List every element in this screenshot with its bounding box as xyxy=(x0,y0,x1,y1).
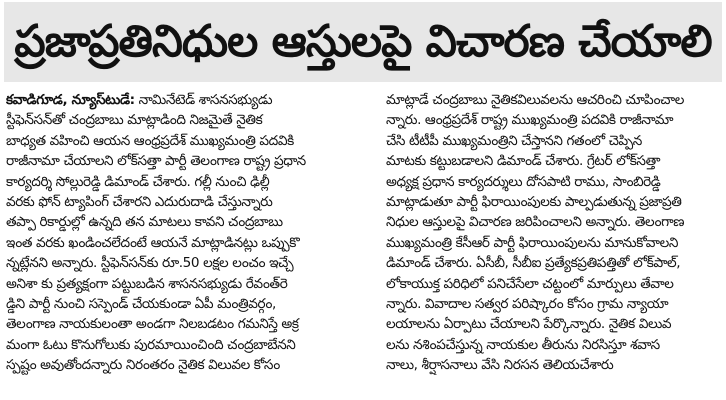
text-line xyxy=(6,212,362,232)
line-text: డిమాండ్ చేశారు. ఏసీబీ, సీబీఐ ప్రత్యేకప్రతిపత్తితో లోక్‌పాల్, xyxy=(386,255,681,272)
line-text: తప్పా రికార్డుల్లో ఉన్నది తన మాటలు కావని చంద్రబాబు xyxy=(6,214,283,231)
line-text: న్నారు. వివాదాల సత్వర పరిష్కారం కోసం గ్రామ న్యాయా xyxy=(386,295,669,312)
text-line xyxy=(6,131,362,151)
text-line xyxy=(386,90,722,110)
text-line xyxy=(386,314,722,334)
line-text: మాటకు కట్టుబడాలని డిమాండ్ చేశారు. గ్రేటర్ లోక్‌సత్తా xyxy=(386,153,661,170)
text-line xyxy=(386,131,722,151)
headline-banner xyxy=(4,2,722,82)
article-body xyxy=(6,90,722,396)
text-line xyxy=(6,274,362,294)
line-text: డ్డిని పార్టీ నుంచి సస్పెండ్ చేయకుండా ఏపీ మంత్రివర్గం, xyxy=(6,295,276,312)
text-line xyxy=(386,151,722,171)
line-text: లోకాయుక్త పరిధిలో పనిచేసేలా చట్టంలో మార్పులు తేవాల xyxy=(386,275,674,292)
line-text: అధ్యక్ష ప్రధాన కార్యదర్శులు దోసపాటి రాము, సాంబిరెడ్డి xyxy=(386,173,661,190)
line-text: లయాలను ఏర్పాటు చేయాలని పేర్కొన్నారు. నైతిక విలువ xyxy=(386,316,672,333)
line-text: తెలంగాణ నాయకులంతా అండగా నిలబడటం గమనిస్తే అక్ర xyxy=(6,316,299,333)
text-line xyxy=(6,294,362,314)
text-line xyxy=(386,192,722,212)
line-text: మంగా ఓటు కొనుగోలుకు పురమాయించింది చంద్రబాబేనని xyxy=(6,336,296,353)
text-line xyxy=(6,355,362,375)
text-line xyxy=(6,314,362,334)
line-text: న్నట్లేనని అన్నారు. స్టీఫెన్‌సన్‌కు రూ.50 లక్షల లంచం ఇచ్చే xyxy=(6,255,294,272)
line-text: ఇంత వరకు ఖండించలేదంటే ఆయనే మాట్లాడినట్లు ఒప్పుకొ xyxy=(6,234,300,251)
text-line xyxy=(6,335,362,355)
line-text: నాలు, శీర్షాసనాలు వేసి నిరసన తెలియచేశారు xyxy=(386,357,614,374)
text-line xyxy=(6,172,362,192)
line-text: మాట్లాడే చంద్రబాబు నైతికవిలువలను ఆచరించి చూపించాల xyxy=(386,92,684,108)
line-text: కార్యదర్శి సోల్లురెడ్డి డిమాండ్ చేశారు. గల్లీ నుంచి ఢిల్లీ xyxy=(6,173,270,190)
text-line xyxy=(386,233,722,253)
text-line xyxy=(6,253,362,273)
line-text: నిధుల ఆస్తులపై విచారణ జరిపించాలని అన్నారు. తెలంగాణ xyxy=(386,214,685,231)
line-text: బాధ్యత వహించి ఆయన ఆంధ్రప్రదేశ్ ముఖ్యమంత్రి పదవికి xyxy=(6,132,294,149)
text-line xyxy=(6,233,362,253)
left-column xyxy=(6,90,362,396)
line-text: చేసి టీటీపీ ముఖ్యమంత్రిని చేస్తానని గతంలో చెప్పిన xyxy=(386,132,642,149)
line-text: లను నశింపచేస్తున్న నాయకుల తీరును నిరసిస్తూ శవాస xyxy=(386,336,660,353)
line-text: స్టీఫెన్‌సన్‌తో చంద్రబాబు మాట్లాడింది నిజమైతే నైతిక xyxy=(6,112,263,129)
line-text: ముఖ్యమంత్రి కేసీఆర్ పార్టీ ఫిరాయింపులను మానుకోవాలని xyxy=(386,234,679,251)
text-line xyxy=(386,335,722,355)
line-text: నామినేటెడ్ శాసనసభ్యుడు xyxy=(138,92,273,108)
text-line xyxy=(386,172,722,192)
text-line xyxy=(386,294,722,314)
right-column xyxy=(386,90,722,396)
text-line xyxy=(6,90,362,110)
text-line xyxy=(386,355,722,375)
line-text: స్పష్టం అవుతోందన్నారు నిరంతరం నైతిక విలువల కోసం xyxy=(6,357,280,374)
dateline: కవాడిగూడ, న్యూస్‌టుడే: xyxy=(6,92,135,108)
line-text: న్నారు. ఆంధ్రప్రదేశ్ రాష్ట్ర ముఖ్యమంత్రి పదవికి రాజీనామా xyxy=(386,112,674,129)
text-line xyxy=(6,110,362,130)
line-text: అనిశా కు ప్రత్యక్షంగా పట్టుబడిన శాసనసభ్యుడు రేవంత్‌రె xyxy=(6,275,288,292)
line-text: మాట్లాడుతూ పార్టీ ఫిరాయింపులకు పాల్పడుతున్న ప్రజాప్రతి xyxy=(386,193,682,210)
headline: ప్రజాప్రతినిధుల ఆస్తులపై విచారణ చేయాలి xyxy=(14,16,712,67)
line-text: వరకు ఫోన్ ట్యాపింగ్ చేశారని ఎదురుదాడి చేస్తున్నారు xyxy=(6,193,273,210)
text-line xyxy=(386,274,722,294)
text-line xyxy=(6,151,362,171)
text-line xyxy=(6,192,362,212)
text-line xyxy=(386,110,722,130)
text-line xyxy=(386,253,722,273)
line-text: రాజీనామా చేయాలని లోక్‌సత్తా పార్టీ తెలంగాణ రాష్ట్ర ప్రధాన xyxy=(6,153,306,170)
text-line xyxy=(386,212,722,232)
